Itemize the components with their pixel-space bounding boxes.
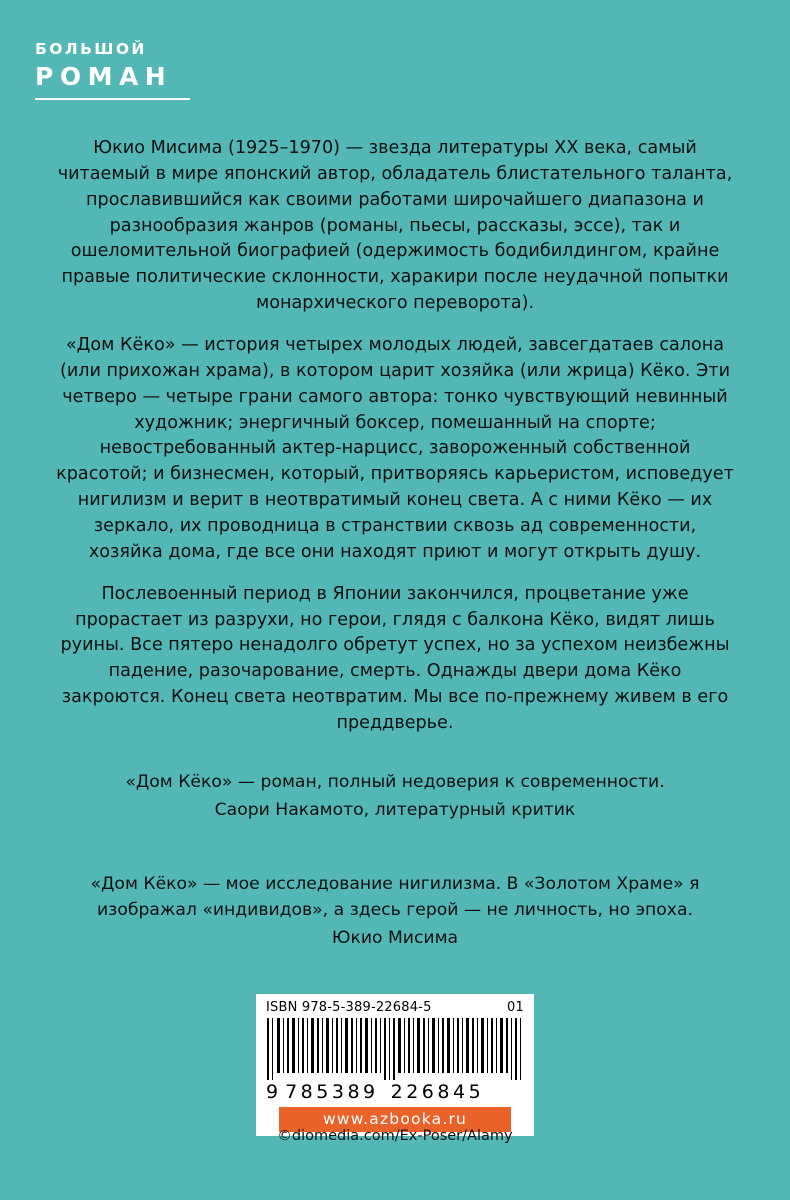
image-credit: ©diomedia.com/Ex-Poser/Alamy <box>277 1128 513 1144</box>
barcode-digit-lead: 9 <box>266 1081 280 1103</box>
series-logo-line1: БОЛЬШОЙ <box>35 40 147 58</box>
blurb-text <box>56 136 734 737</box>
barcode-bars-icon <box>264 1018 526 1080</box>
series-logo-rule <box>35 98 190 100</box>
review-quote-1-attribution: Саори Накамото, литературный критик <box>214 799 576 820</box>
barcode-digit-group-2: 226845 <box>390 1081 485 1103</box>
review-quote-2 <box>56 872 734 951</box>
isbn-label: ISBN 978-5-389-22684-5 <box>266 1000 432 1015</box>
barcode-digits <box>264 1080 526 1105</box>
series-logo <box>35 42 255 89</box>
blurb-paragraph-1: Юкио Мисима (1925–1970) — звезда литературы XX века, самый читаемый в мире японский автор, обладатель блистательного таланта, прославившийся как своими работами широчайшего диапазона и разнообразия жанров (романы, пьесы, рассказы, эссе), так и ошеломительной биографией (одержимость бодибилдингом, крайне правые политические склонности, харакири после неудачной попытки монархического переворота). <box>57 138 733 314</box>
barcode-panel <box>256 994 534 1136</box>
review-quote-1-text: «Дом Кёко» — роман, полный недоверия к современности. <box>125 772 665 792</box>
barcode-digit-group-1: 785389 <box>285 1081 379 1103</box>
blurb-paragraph-3: Послевоенный период в Японии закончился, процветание уже прорастает из разрухи, но герои, глядя с балкона Кёко, видят лишь руины. Все пятеро ненадолго обретут успех, но за успехом неизбежны падение, разочарование, смерть. Однажды двери дома Кёко закроются. Конец света неотвратим. Мы все по-прежнему живем в его преддверье. <box>60 583 730 734</box>
review-quote-2-attribution: Юкио Мисима <box>331 927 459 948</box>
isbn-addon: 01 <box>507 1000 524 1015</box>
review-quote-2-text: «Дом Кёко» — мое исследование нигилизма. В «Золотом Храме» я изображал «индивидов», а здесь герой — не личность, но эпоха. <box>90 874 700 920</box>
publisher-url[interactable]: www.azbooka.ru <box>279 1107 511 1132</box>
review-quote-1 <box>56 770 734 824</box>
isbn-row <box>264 1000 526 1018</box>
series-logo-line2: РОМАН <box>35 61 173 91</box>
blurb-paragraph-2: «Дом Кёко» — история четырех молодых людей, завсегдатаев салона (или прихожан храма), в котором царит хозяйка (или жрица) Кёко. Эти четверо — четыре грани самого автора: тонко чувствующий невинный художник; энергичный боксер, помешанный на спорте; невостребованный актер-нарцисс, завороженный собственной красотой; и бизнесмен, который, притворяясь карьеристом, исповедует нигилизм и верит в неотвратимый конец света. А с ними Кёко — их зеркало, их проводница в странствии сквозь ад современности, хозяйка дома, где все они находят приют и могут открыть душу. <box>56 335 734 562</box>
